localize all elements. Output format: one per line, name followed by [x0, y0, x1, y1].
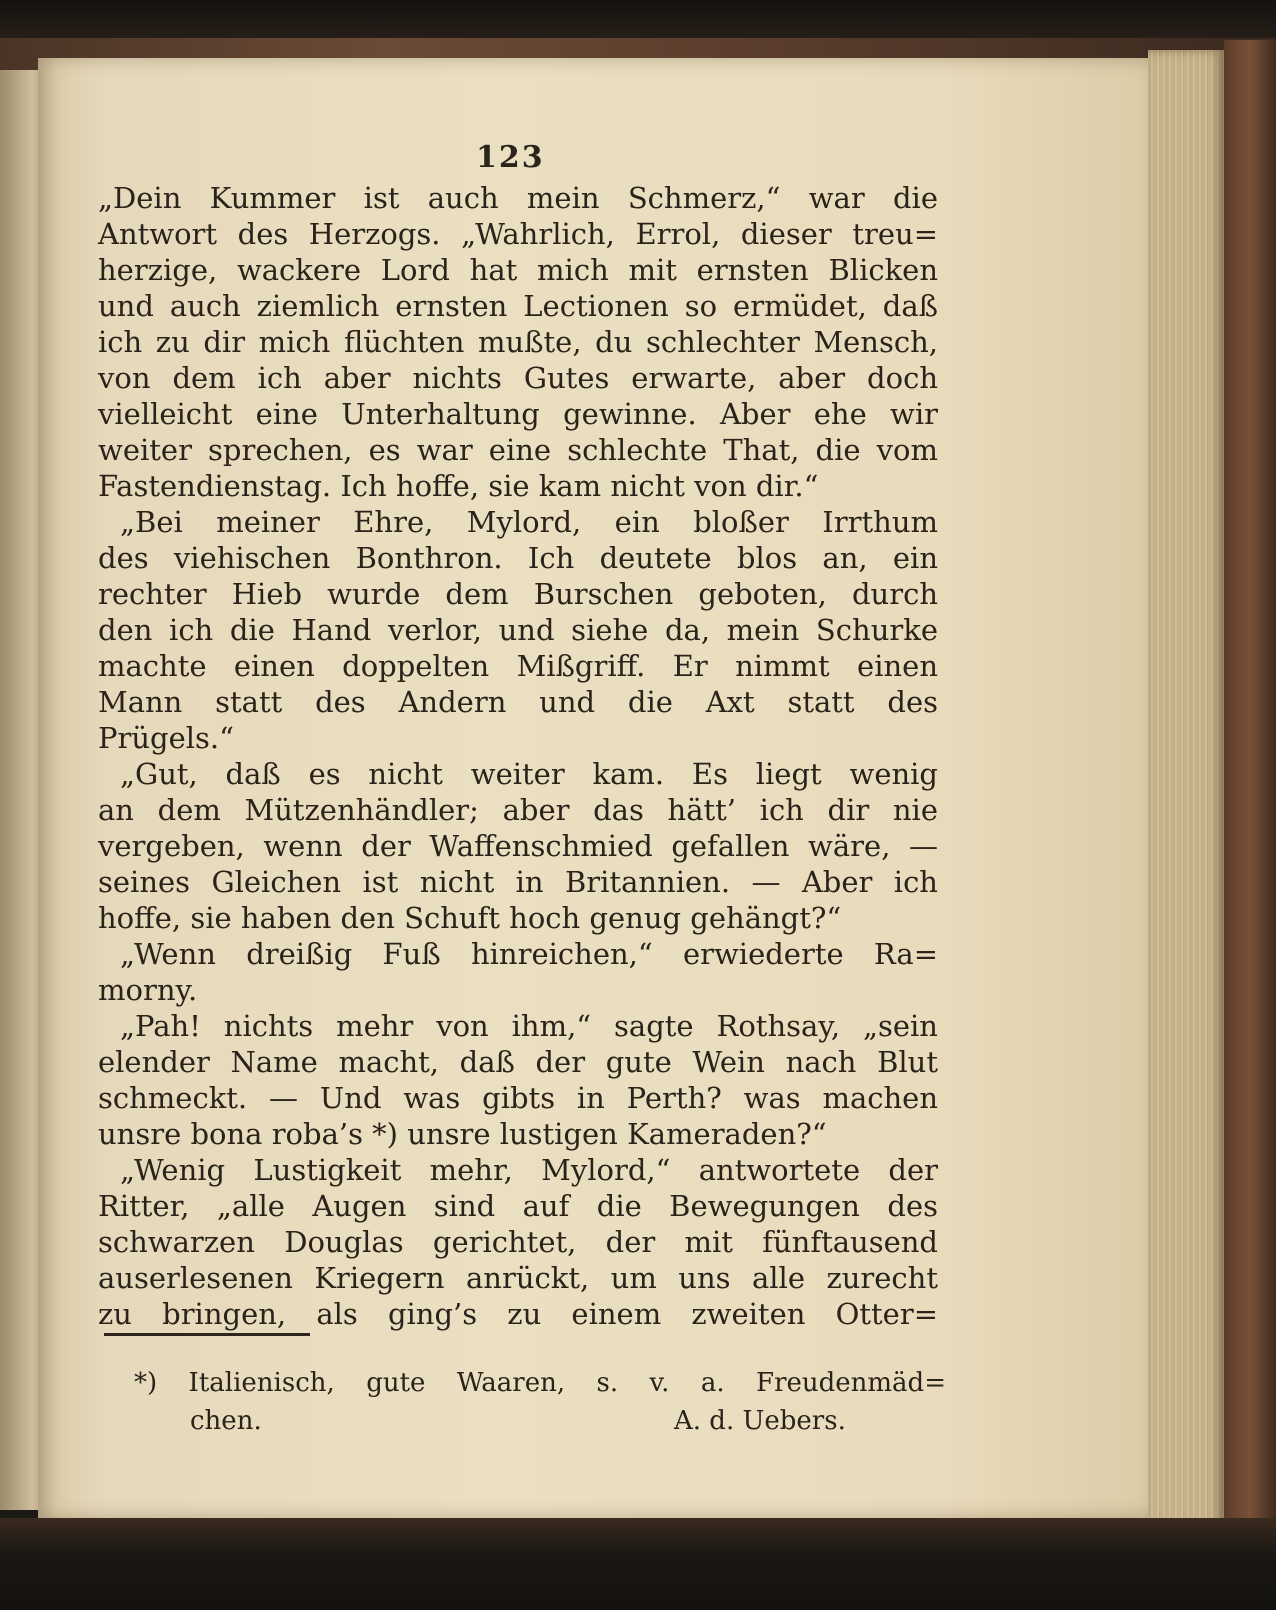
text-line: hoffe, sie haben den Schuft hoch genug gehängt?“	[98, 901, 842, 935]
bottom-background	[0, 1518, 1276, 1610]
text-line: auserlesenen Kriegern anrückt, um uns alle zurecht	[98, 1261, 938, 1295]
text-line: schwarzen Douglas gerichtet, der mit fünftausend	[98, 1225, 938, 1259]
translator-note: A. d. Uebers.	[674, 1406, 846, 1436]
text-line: machte einen doppelten Mißgriff. Er nimmt einen	[98, 649, 938, 683]
text-line: morny.	[98, 973, 198, 1007]
book-cover-right	[1224, 40, 1276, 1540]
page-number: 123	[476, 140, 545, 175]
text-line: elender Name macht, daß der gute Wein nach Blut	[98, 1045, 938, 1079]
text-line: rechter Hieb wurde dem Burschen geboten, durch	[98, 577, 938, 611]
text-line: Antwort des Herzogs. „Wahrlich, Errol, dieser treu=	[98, 217, 938, 251]
text-line: ich zu dir mich flüchten mußte, du schlechter Mensch,	[98, 325, 938, 359]
text-line: von dem ich aber nichts Gutes erwarte, aber doch	[98, 361, 938, 395]
footnote-line	[134, 1402, 946, 1440]
text-line: „Dein Kummer ist auch mein Schmerz,“ war die	[98, 181, 938, 215]
text-line: vielleicht eine Unterhaltung gewinne. Aber ehe wir	[98, 397, 938, 431]
text-line: Ritter, „alle Augen sind auf die Bewegungen des	[98, 1189, 938, 1223]
body-text	[98, 180, 938, 1332]
text-line: weiter sprechen, es war eine schlechte That, die vom	[98, 433, 938, 467]
footnote	[134, 1364, 946, 1440]
text-line: „Pah! nichts mehr von ihm,“ sagte Rothsay, „sein	[120, 1009, 938, 1043]
text-line: „Wenn dreißig Fuß hinreichen,“ erwiederte Ra=	[120, 937, 938, 971]
text-line: unsre bona roba’s *) unsre lustigen Kameraden?“	[98, 1117, 827, 1151]
text-line: „Gut, daß es nicht weiter kam. Es liegt wenig	[120, 757, 938, 791]
text-line: Mann statt des Andern und die Axt statt des	[98, 685, 938, 719]
text-line: herzige, wackere Lord hat mich mit ernsten Blicken	[98, 253, 938, 287]
text-line: den ich die Hand verlor, und siehe da, mein Schurke	[98, 613, 938, 647]
text-line: des viehischen Bonthron. Ich deutete blos an, ein	[98, 541, 938, 575]
text-line: schmeckt. — Und was gibts in Perth? was machen	[98, 1081, 938, 1115]
text-line: Fastendienstag. Ich hoffe, sie kam nicht von dir.“	[98, 469, 819, 503]
text-line: „Wenig Lustigkeit mehr, Mylord,“ antwortete der	[120, 1153, 938, 1187]
text-line: vergeben, wenn der Waffenschmied gefallen wäre, —	[98, 829, 938, 863]
footnote-rule	[104, 1333, 310, 1336]
text-line: an dem Mützenhändler; aber das hätt’ ich dir nie	[98, 793, 938, 827]
footnote-continuation: chen.	[190, 1406, 262, 1436]
page-fore-edge	[1148, 50, 1224, 1530]
text-line: Prügels.“	[98, 721, 234, 755]
text-line: und auch ziemlich ernsten Lectionen so ermüdet, daß	[98, 289, 938, 323]
text-line: zu bringen, als ging’s zu einem zweiten Otter=	[98, 1297, 938, 1331]
text-line: seines Gleichen ist nicht in Britannien. — Aber ich	[98, 865, 938, 899]
text-line: „Bei meiner Ehre, Mylord, ein bloßer Irrthum	[120, 505, 938, 539]
footnote-line: *) Italienisch, gute Waaren, s. v. a. Freudenmäd=	[134, 1368, 946, 1398]
